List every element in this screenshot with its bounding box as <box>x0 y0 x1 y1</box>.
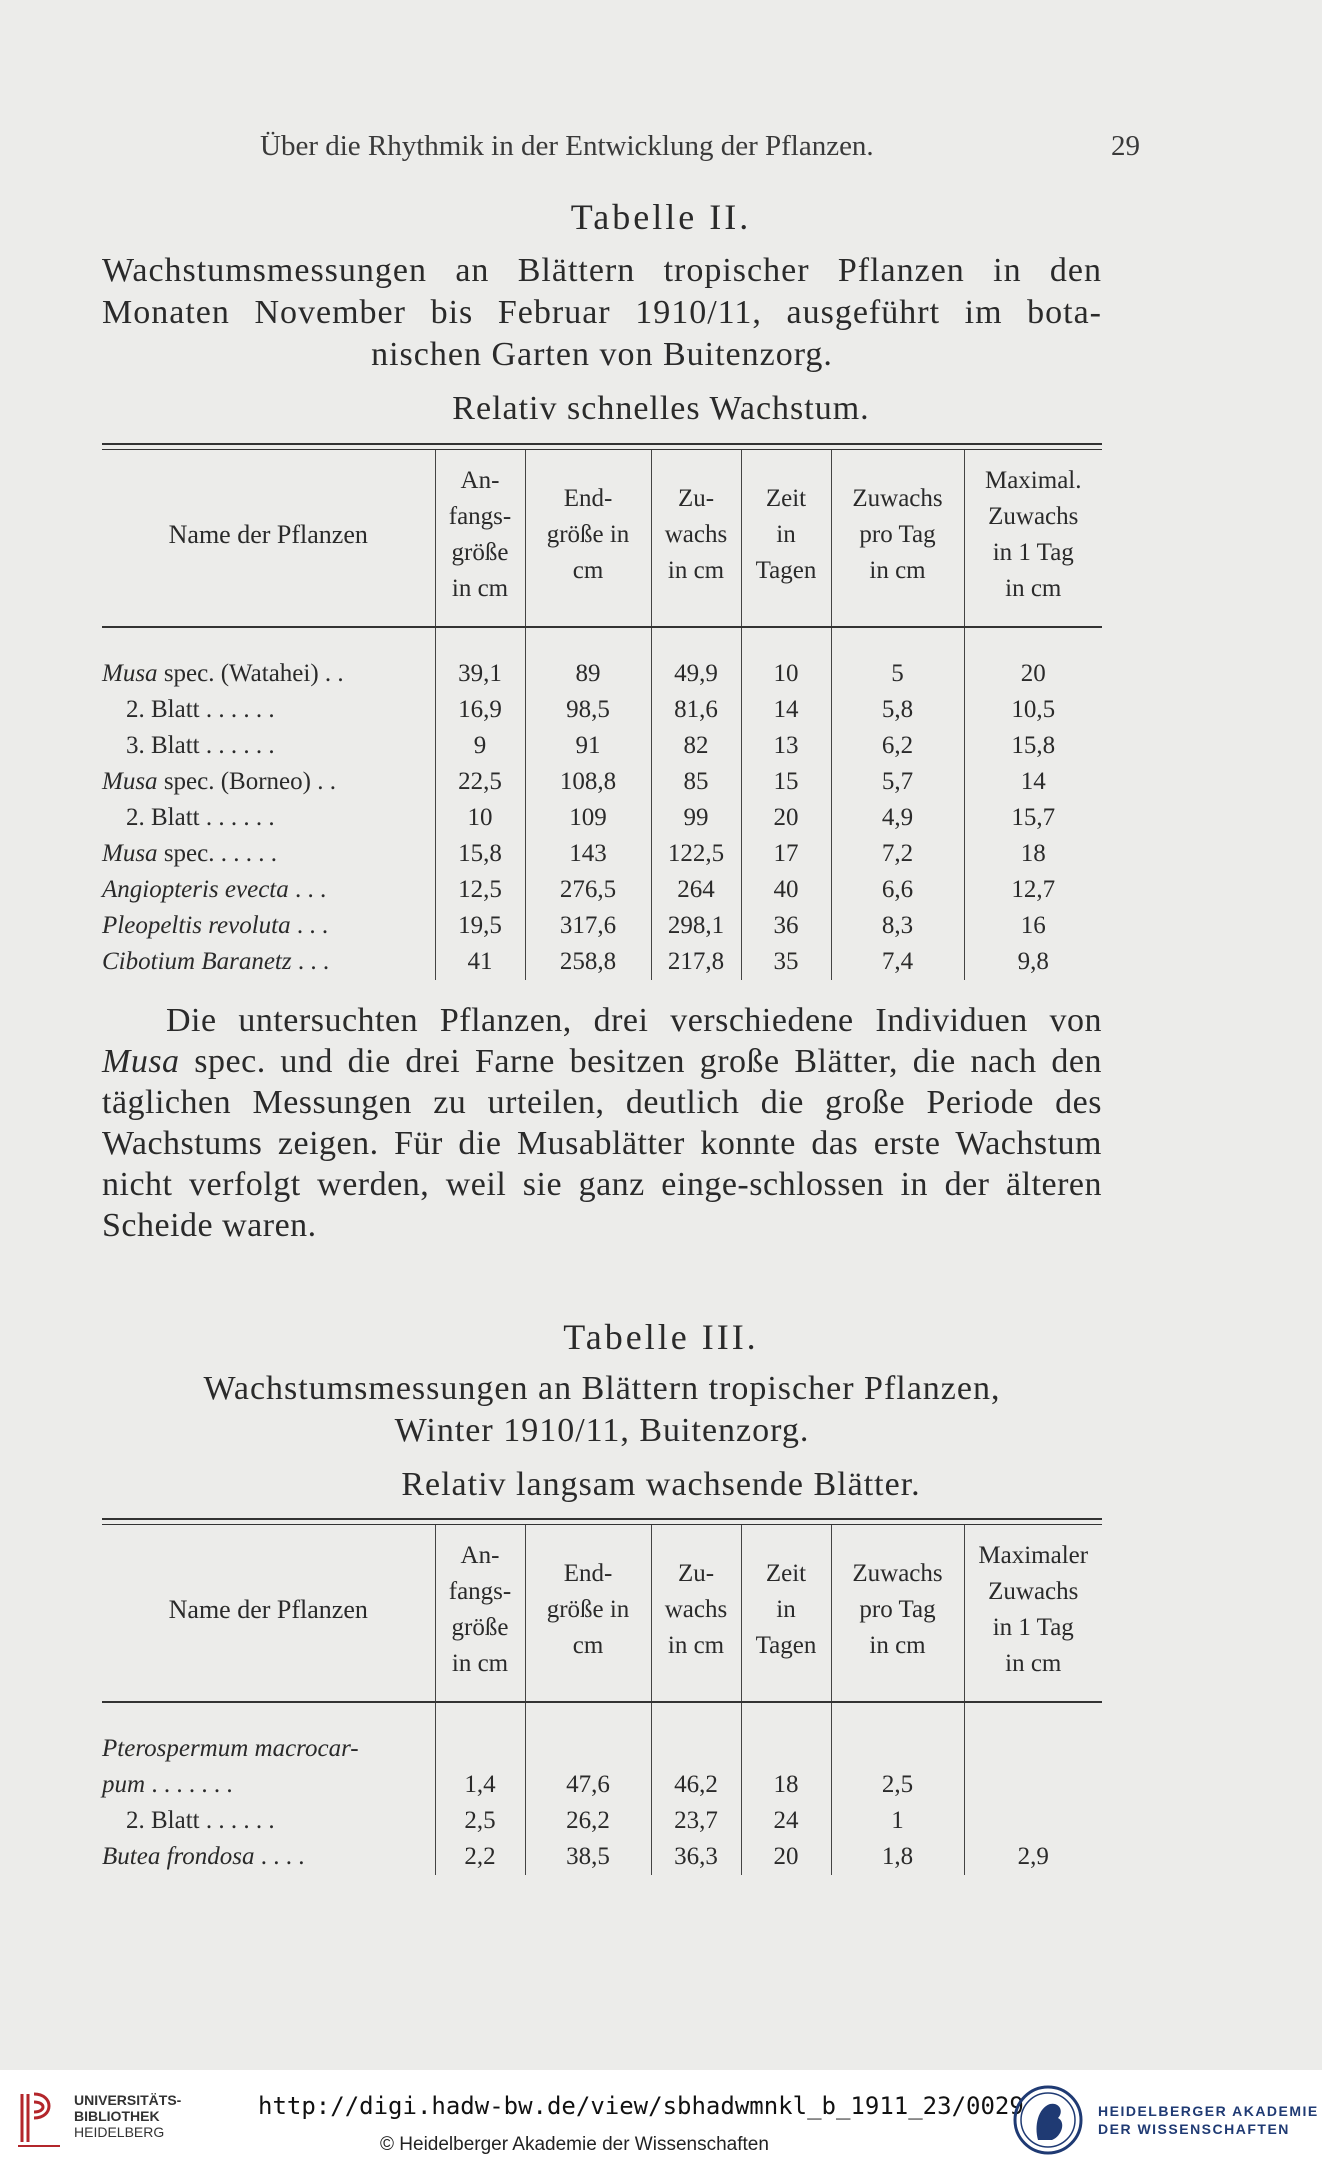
table2-cell: 82 <box>651 728 741 764</box>
body-paragraph <box>102 1000 1102 1246</box>
table3-cell: 18 <box>741 1767 831 1803</box>
table2-cell: 8,3 <box>831 908 964 944</box>
table2-cell: 108,8 <box>525 764 651 800</box>
table2-cell: 12,5 <box>435 872 525 908</box>
table3-cell: 38,5 <box>525 1839 651 1875</box>
table3-cell <box>964 1767 1102 1803</box>
table2-cell: 317,6 <box>525 908 651 944</box>
table2-cell: 36 <box>741 908 831 944</box>
table3-top-rule <box>102 1518 1102 1520</box>
table2-cell: 217,8 <box>651 944 741 980</box>
table3-cell: 26,2 <box>525 1803 651 1839</box>
table3-cell: 47,6 <box>525 1767 651 1803</box>
table2-cell: 15,7 <box>964 800 1102 836</box>
table3-row <box>102 1803 1102 1839</box>
table2-col-header: Zeit in Tagen <box>741 450 831 620</box>
table3-name-cell: 2. Blatt . . . . . . <box>126 1807 275 1834</box>
table2-cell: 19,5 <box>435 908 525 944</box>
table3-cell: 1,8 <box>831 1839 964 1875</box>
table2-cell: 143 <box>525 836 651 872</box>
table2-cell: 10,5 <box>964 692 1102 728</box>
table3-cell: 46,2 <box>651 1767 741 1803</box>
table2-cell: 12,7 <box>964 872 1102 908</box>
table2-name-cell: Angiopteris evecta . . . <box>102 876 327 903</box>
table2-col-header: An- fangs- größe in cm <box>435 450 525 620</box>
table3-name-cell: Butea frondosa . . . . <box>102 1843 305 1870</box>
table3-header-rule <box>102 1701 1102 1703</box>
table3-row <box>102 1731 1102 1767</box>
table2-cell: 98,5 <box>525 692 651 728</box>
table2-subcaption: Relativ schnelles Wachstum. <box>452 390 870 427</box>
table2-header-row <box>102 450 1102 620</box>
table2-col-header: End- größe in cm <box>525 450 651 620</box>
table3-cell: 24 <box>741 1803 831 1839</box>
table2-cell: 109 <box>525 800 651 836</box>
table2-row <box>102 728 1102 764</box>
table3-col-header: Zuwachs pro Tag in cm <box>831 1525 964 1695</box>
table2-cell: 14 <box>964 764 1102 800</box>
table2-cell: 18 <box>964 836 1102 872</box>
table2-cell: 13 <box>741 728 831 764</box>
running-head <box>110 130 1150 170</box>
table2-row <box>102 764 1102 800</box>
table2-cell: 298,1 <box>651 908 741 944</box>
table3-cell: 2,2 <box>435 1839 525 1875</box>
table2-name-cell: 2. Blatt . . . . . . <box>126 696 275 723</box>
table3-cell: 20 <box>741 1839 831 1875</box>
table3-col-header: Zu- wachs in cm <box>651 1525 741 1695</box>
table2-col-header: Zu- wachs in cm <box>651 450 741 620</box>
table3-caption <box>102 1368 1102 1452</box>
table2-cell: 6,6 <box>831 872 964 908</box>
table2-row <box>102 692 1102 728</box>
table3-row <box>102 1767 1102 1803</box>
table2-cell: 99 <box>651 800 741 836</box>
table2-row <box>102 872 1102 908</box>
table2-cell: 4,9 <box>831 800 964 836</box>
table2-name-cell: Musa spec. (Watahei) . . <box>102 660 344 687</box>
table3-heading: Tabelle III. <box>563 1317 759 1357</box>
table2-cell: 7,2 <box>831 836 964 872</box>
table2-name-cell: Cibotium Baranetz . . . <box>102 948 330 975</box>
table2-cell: 39,1 <box>435 656 525 692</box>
table2-caption <box>102 250 1102 376</box>
table3-caption-line: Winter 1910/11, Buitenzorg. <box>394 1412 810 1449</box>
university-library-logo-icon <box>14 2088 64 2148</box>
table2-caption-line: Monaten November bis Februar 1910/11, ausgeführt im bota- <box>102 294 1102 331</box>
table2-cell: 41 <box>435 944 525 980</box>
table2-cell: 7,4 <box>831 944 964 980</box>
table2-cell: 35 <box>741 944 831 980</box>
running-title: Über die Rhythmik in der Entwicklung der Pflanzen. <box>260 130 874 162</box>
table2-caption-line: Wachstumsmessungen an Blättern tropischer Pflanzen in den <box>102 252 1102 289</box>
table2-cell: 5,8 <box>831 692 964 728</box>
table2-heading: Tabelle II. <box>570 197 752 237</box>
footer-bar <box>0 2070 1322 2173</box>
table2-row <box>102 836 1102 872</box>
table3-row <box>102 1839 1102 1875</box>
table2-cell: 258,8 <box>525 944 651 980</box>
table3-cell: 23,7 <box>651 1803 741 1839</box>
table3-header-row <box>102 1525 1102 1695</box>
academy-name: HEIDELBERGER AKADEMIE DER WISSENSCHAFTEN <box>1098 2103 1319 2137</box>
table2-cell: 91 <box>525 728 651 764</box>
table2-name-cell: 3. Blatt . . . . . . <box>126 732 275 759</box>
table2-cell: 5 <box>831 656 964 692</box>
table2-caption-line: nischen Garten von Buitenzorg. <box>371 336 833 373</box>
table2-cell: 264 <box>651 872 741 908</box>
table3-cell: 1,4 <box>435 1767 525 1803</box>
table2-cell: 16 <box>964 908 1102 944</box>
table2-col-header: Zuwachs pro Tag in cm <box>831 450 964 620</box>
table2-cell: 9 <box>435 728 525 764</box>
table2-cell: 9,8 <box>964 944 1102 980</box>
table2-cell: 49,9 <box>651 656 741 692</box>
table3-name-cell: Pterospermum macrocar- <box>102 1735 359 1762</box>
table2-cell: 40 <box>741 872 831 908</box>
table3-col-header: Maximaler Zuwachs in 1 Tag in cm <box>964 1525 1102 1695</box>
table3-col-header: Name der Pflanzen <box>168 1595 368 1624</box>
university-library-name: UNIVERSITÄTS- BIBLIOTHEK HEIDELBERG <box>74 2092 182 2140</box>
table2 <box>102 450 1102 980</box>
table2-cell: 85 <box>651 764 741 800</box>
table3-cell: 2,5 <box>831 1767 964 1803</box>
table2-cell: 15,8 <box>435 836 525 872</box>
table3-cell: 2,9 <box>964 1839 1102 1875</box>
paragraph-text: Die untersuchten Pflanzen, drei verschiedene Individuen von <box>166 1002 1102 1039</box>
table2-body <box>102 620 1102 980</box>
table2-cell: 276,5 <box>525 872 651 908</box>
table2-col-header: Maximal. Zuwachs in 1 Tag in cm <box>964 450 1102 620</box>
table3-cell: 36,3 <box>651 1839 741 1875</box>
table3-caption-line: Wachstumsmessungen an Blättern tropischer Pflanzen, <box>203 1370 1001 1407</box>
table2-header-rule <box>102 626 1102 628</box>
academy-seal-icon <box>1012 2082 1084 2158</box>
table2-cell: 14 <box>741 692 831 728</box>
table2-cell: 6,2 <box>831 728 964 764</box>
table3-cell <box>964 1803 1102 1839</box>
table3-col-header: End- größe in cm <box>525 1525 651 1695</box>
table2-name-cell: 2. Blatt . . . . . . <box>126 804 275 831</box>
table2-row <box>102 656 1102 692</box>
table2-row <box>102 944 1102 980</box>
paragraph-italic: Musa <box>102 1043 180 1080</box>
paragraph-text: spec. und die drei Farne besitzen große Blätter, die nach den täglichen Messungen zu urteilen, deutlich die große Periode des Wachstums zeigen. Für die Musablätter konnte das erste Wachstum nicht verfolgt werden, weil sie ganz einge-schlossen in der älteren Scheide waren. <box>102 1043 1102 1244</box>
table2-row <box>102 800 1102 836</box>
table2-cell: 22,5 <box>435 764 525 800</box>
page-number: 29 <box>1111 130 1140 162</box>
table2-name-cell: Musa spec. . . . . . <box>102 840 277 867</box>
table3-name-cell: pum . . . . . . . <box>102 1771 233 1798</box>
table2-cell: 20 <box>964 656 1102 692</box>
table3-cell: 2,5 <box>435 1803 525 1839</box>
table3 <box>102 1525 1102 1875</box>
table2-row <box>102 908 1102 944</box>
table3-col-header: Zeit in Tagen <box>741 1525 831 1695</box>
table2-cell: 20 <box>741 800 831 836</box>
table3-body <box>102 1695 1102 1875</box>
table2-cell: 16,9 <box>435 692 525 728</box>
table2-cell: 15 <box>741 764 831 800</box>
table3-cell: 1 <box>831 1803 964 1839</box>
table2-cell: 10 <box>435 800 525 836</box>
table3-subcaption: Relativ langsam wachsende Blätter. <box>401 1466 921 1503</box>
table2-col-header: Name der Pflanzen <box>168 520 368 549</box>
table2-top-rule <box>102 443 1102 445</box>
table2-cell: 17 <box>741 836 831 872</box>
table2-cell: 81,6 <box>651 692 741 728</box>
table2-cell: 89 <box>525 656 651 692</box>
copyright-notice: © Heidelberger Akademie der Wissenschaften <box>380 2134 769 2155</box>
table2-name-cell: Pleopeltis revoluta . . . <box>102 912 329 939</box>
table2-cell: 10 <box>741 656 831 692</box>
table3-col-header: An- fangs- größe in cm <box>435 1525 525 1695</box>
table2-cell: 15,8 <box>964 728 1102 764</box>
source-url[interactable]: http://digi.hadw-bw.de/view/sbhadwmnkl_b_1911_23/0029 <box>258 2092 1024 2120</box>
table2-cell: 122,5 <box>651 836 741 872</box>
table2-cell: 5,7 <box>831 764 964 800</box>
table2-name-cell: Musa spec. (Borneo) . . <box>102 768 336 795</box>
